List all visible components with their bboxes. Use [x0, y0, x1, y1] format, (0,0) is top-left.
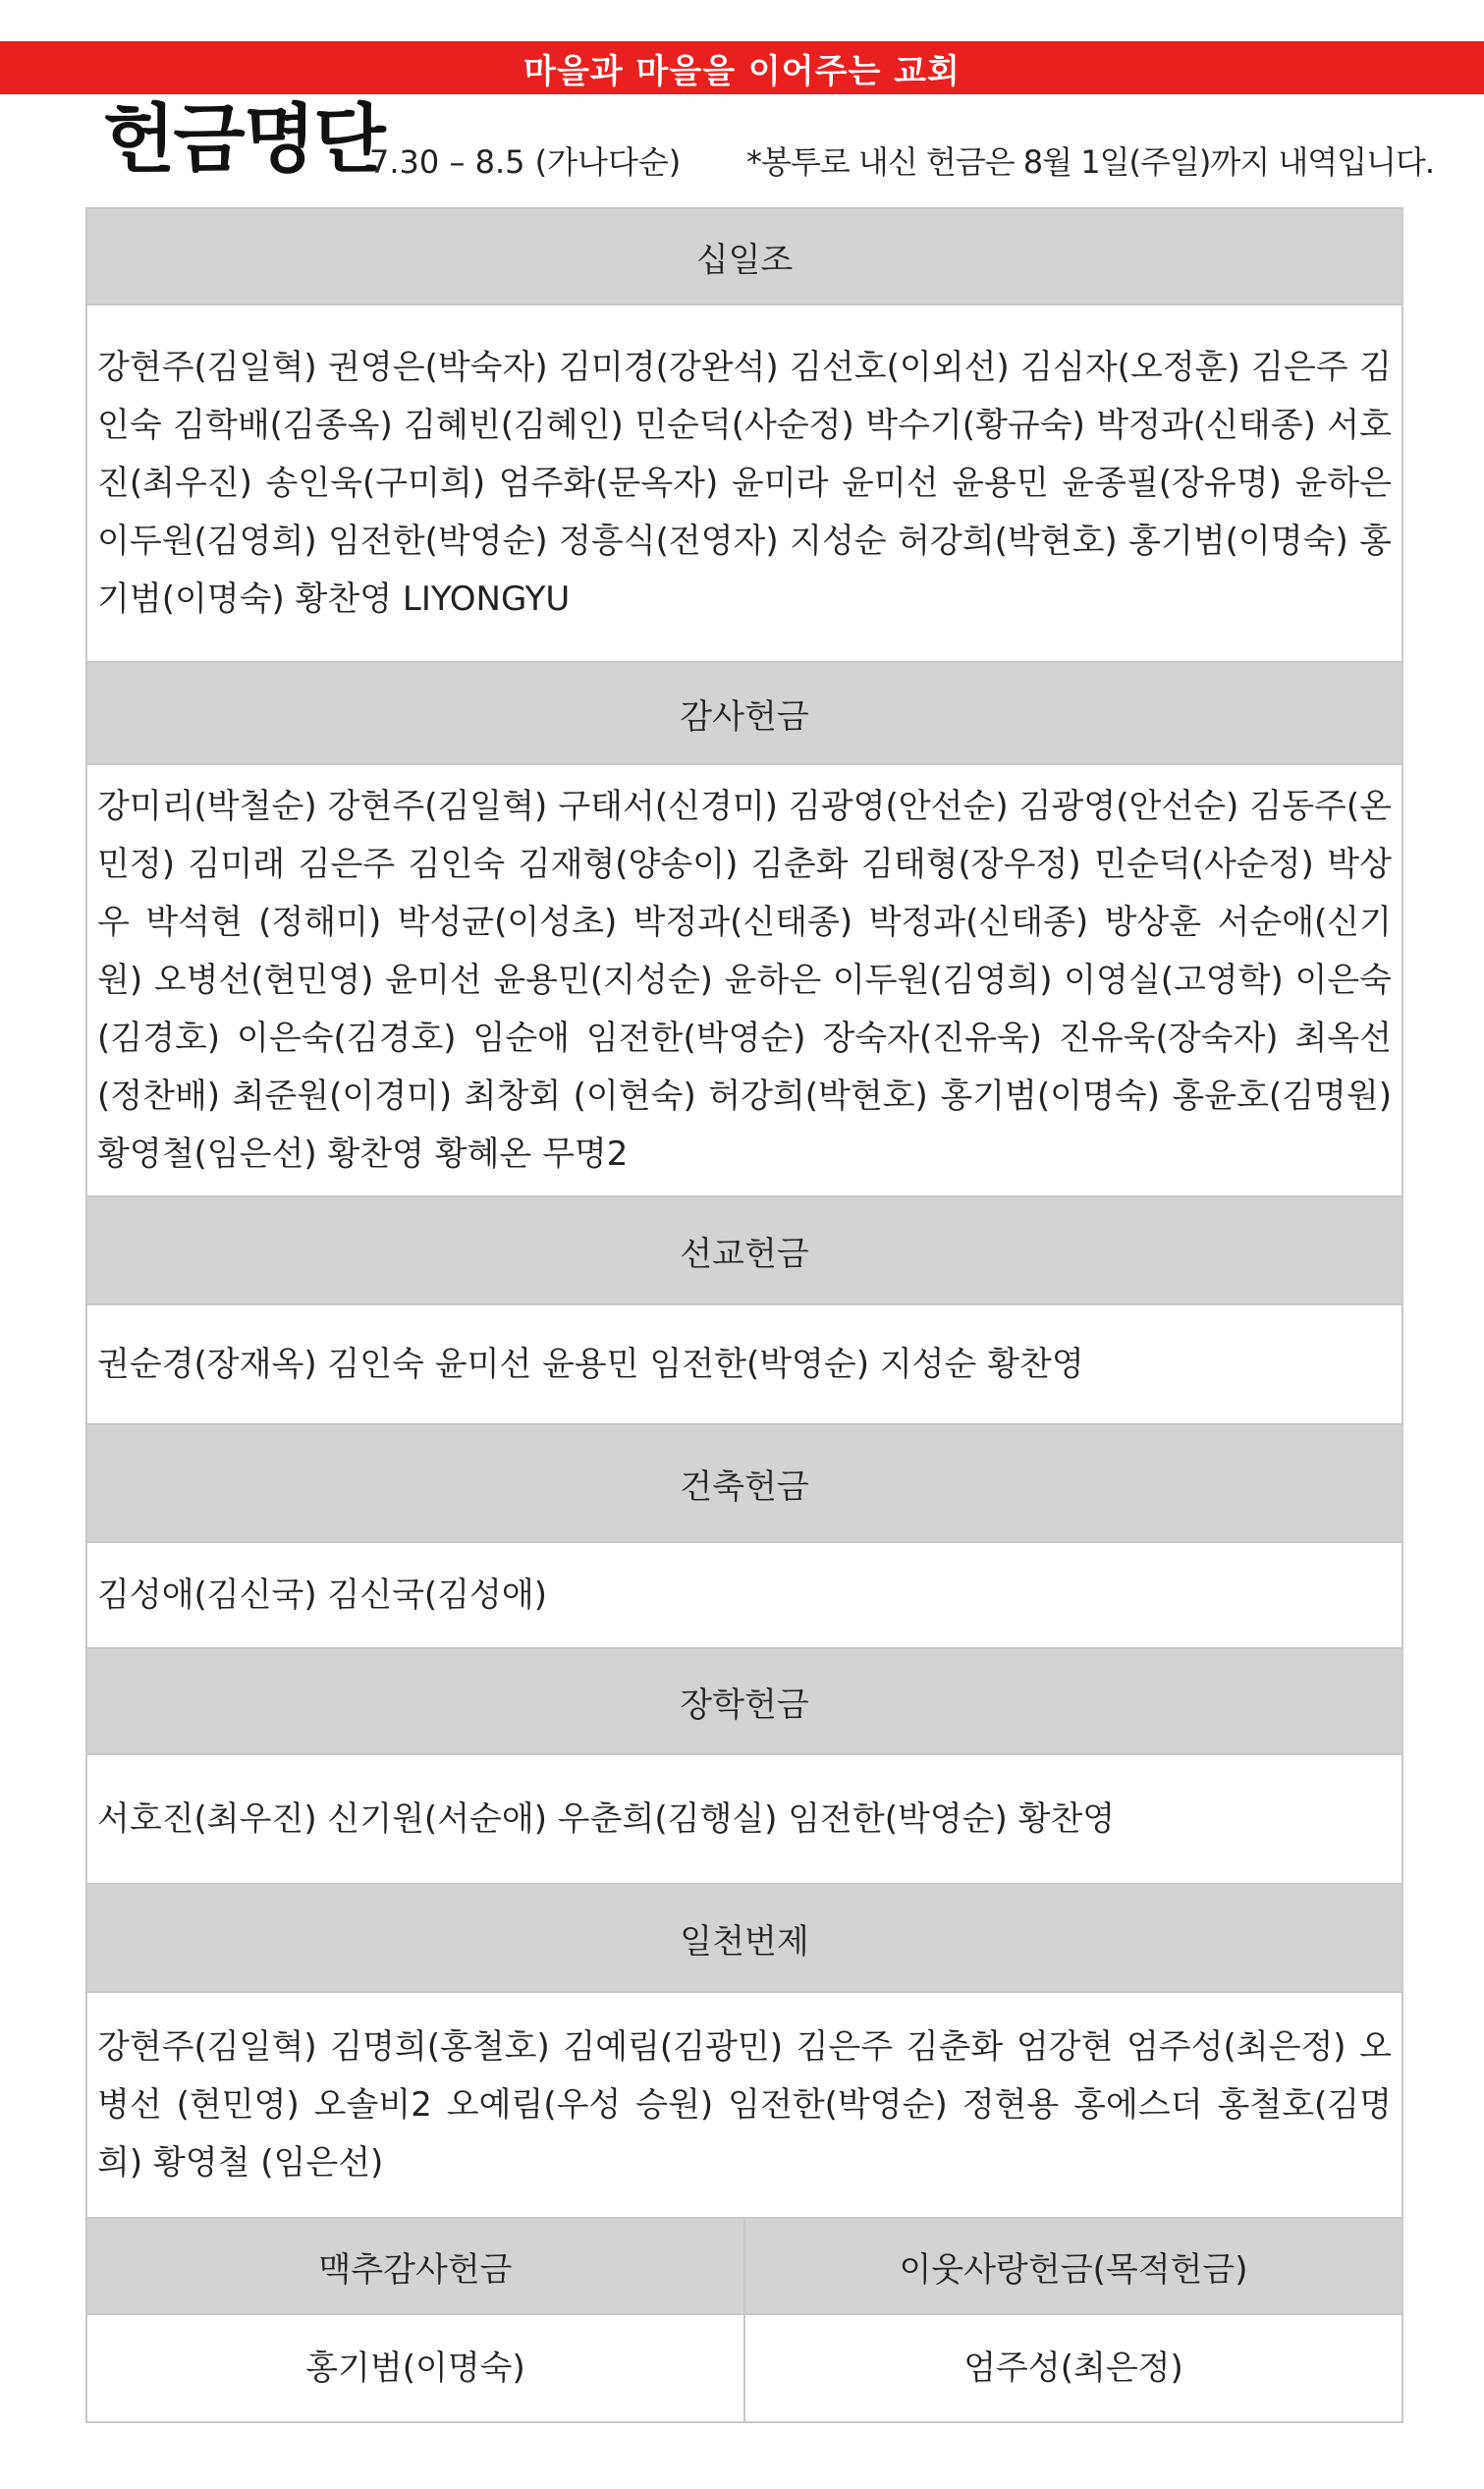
section-body-thousand: 강현주(김일혁) 김명희(홍철호) 김예림(김광민) 김은주 김춘화 엄강현 엄주성(최은정) 오병선 (현민영) 오솔비2 오예림(우성 승원) 임전한(박영순) 정현용 홍에스더 홍철호(김명희) 황영철 (임은선) [87, 1993, 1402, 2219]
section-title-harvest: 맥추감사헌금 [87, 2219, 743, 2315]
section-title-thanks: 감사헌금 [87, 663, 1402, 765]
page-title: 헌금명단 [103, 95, 384, 183]
section-title-mission: 선교헌금 [87, 1197, 1402, 1305]
bottom-col-neighbor [743, 2219, 1402, 2421]
section-title-building: 건축헌금 [87, 1425, 1402, 1543]
section-title-tithe: 십일조 [87, 209, 1402, 305]
section-body-thanks: 강미리(박철순) 강현주(김일혁) 구태서(신경미) 김광영(안선순) 김광영(안선순) 김동주(온민정) 김미래 김은주 김인숙 김재형(양송이) 김춘화 김태형(장우정) 민순덕(사순정) 박상우 박석현 (정해미) 박성균(이성초) 박정과(신태종) 박정과(신태종) 방상훈 서순애(신기원) 오병선(현민영) 윤미선 윤용민(지성순) 윤하은 이두원(김영희) 이영실(고영학) 이은숙(김경호) 이은숙(김경호) 임순애 임전한(박영순) 장숙자(진유욱) 진유욱(장숙자) 최옥선(정찬배) 최준원(이경미) 최창회 (이현숙) 허강희(박현호) 홍기범(이명숙) 홍윤호(김명원) 황영철(임은선) 황찬영 황혜온 무명2 [87, 765, 1402, 1197]
section-body-mission: 권순경(장재옥) 김인숙 윤미선 윤용민 임전한(박영순) 지성순 황찬영 [87, 1305, 1402, 1425]
bottom-col-harvest [87, 2219, 743, 2421]
banner: 마을과 마을을 이어주는 교회 [0, 41, 1484, 94]
section-body-scholarship: 서호진(최우진) 신기원(서순애) 우춘희(김행실) 임전한(박영순) 황찬영 [87, 1755, 1402, 1885]
section-title-neighbor: 이웃사랑헌금(목적헌금) [745, 2219, 1402, 2315]
section-body-neighbor: 엄주성(최은정) [963, 2348, 1183, 2388]
offering-table [85, 207, 1403, 2423]
note: *봉투로 내신 헌금은 8월 1일(주일)까지 내역입니다. [746, 143, 1435, 181]
section-body-tithe: 강현주(김일혁) 권영은(박숙자) 김미경(강완석) 김선호(이외선) 김심자(오정훈) 김은주 김인숙 김학배(김종옥) 김혜빈(김혜인) 민순덕(사순정) 박수기(황규숙) 박정과(신태종) 서호진(최우진) 송인욱(구미희) 엄주화(문옥자) 윤미라 윤미선 윤용민 윤종필(장유명) 윤하은 이두원(김영희) 임전한(박영순) 정흥식(전영자) 지성순 허강희(박현호) 홍기범(이명숙) 홍기범(이명숙) 황찬영 LIYONGYU [87, 305, 1402, 663]
section-body-building: 김성애(김신국) 김신국(김성애) [87, 1543, 1402, 1649]
date-range: 7.30 – 8.5 (가나다순) [369, 143, 682, 181]
section-body-harvest: 홍기범(이명숙) [305, 2348, 525, 2388]
section-title-thousand: 일천번제 [87, 1885, 1402, 1993]
bottom-row [87, 2219, 1402, 2421]
section-title-scholarship: 장학헌금 [87, 1649, 1402, 1755]
